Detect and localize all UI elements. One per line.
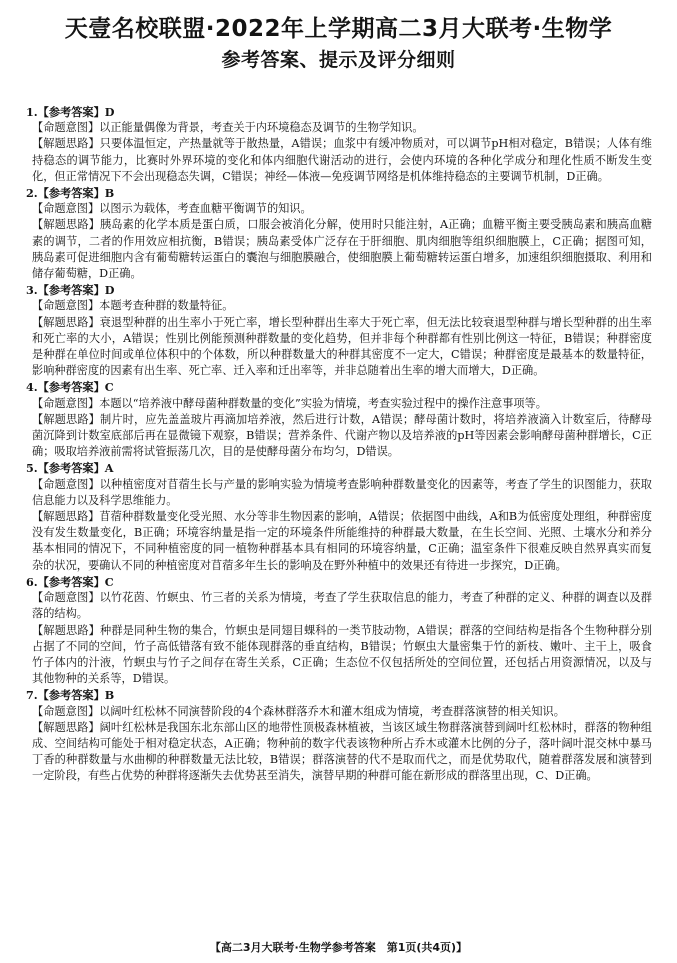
analysis-text: 【解题思路】种群是同种生物的集合，竹螟虫是同翅目蜾科的一类节肢动物，A错误；群落的空间结构是指各个生物种群分别占据了不同的空间，竹子高低错落有致不能体现群落的垂直结构，B错误；竹螟虫大量密集于竹的新枝、嫩叶、主干上，吸食竹子体内的汁液，竹螟虫与竹子之间存在寄生关系，C正确；生态位不仅包括所处的空间位置，还包括占用资源情况，以及与其他物种的关系等，D错误。 [32, 623, 652, 686]
intent-text: 【命题意图】以竹花茵、竹螟虫、竹三者的关系为情境，考查了学生获取信息的能力，考查了种群的定义、种群的调查以及群落的结构。 [32, 591, 652, 621]
page-footer: 【高二3月大联考·生物学参考答案 第1页(共4页)】 [209, 941, 468, 954]
page-subtitle: 参考答案、提示及评分细则 [221, 49, 456, 71]
answer-item-1 [26, 104, 652, 185]
analysis-text: 【解题思路】苜蓿种群数量变化受光照、水分等非生物因素的影响，A错误；依据图中曲线，A和B为低密度处理组，种群密度没有发生数量变化，B正确；环境容纳量是指一定的环境条件所能维持的种群最大数量，在生长空间、光照、土壤水分和养分基本相同的情况下，不同种植密度的同一植物种群基本具有相同的环境容纳量，C正确；温室条件下很难反映自然界真实而复杂的状况，要确认不同的种植密度对苜蓿多年生长的影响及在野外种植中的效果还有待进一步探究，D正确。 [32, 510, 652, 572]
intent-text: 【命题意图】以种植密度对苜蓿生长与产量的影响实验为情境考查影响种群数量变化的因素等，考查了学生的识图能力，获取信息能力以及科学思维能力。 [32, 477, 652, 507]
intent-text: 【命题意图】以图示为载体，考查血糖平衡调节的知识。 [32, 202, 312, 216]
answer-item-2 [26, 185, 652, 282]
answer-key: 3.【参考答案】D [26, 283, 115, 298]
answer-key: 5.【参考答案】A [26, 461, 114, 476]
answer-item-4 [26, 379, 652, 460]
answer-key: 2.【参考答案】B [26, 186, 115, 201]
answer-item-3 [26, 282, 652, 379]
answer-key: 4.【参考答案】C [26, 380, 114, 395]
analysis-text: 【解题思路】阔叶红松林是我国东北东部山区的地带性顶极森林植被，当该区域生物群落演替到阔叶红松林时，群落的物种组成、空间结构可能处于相对稳定状态，A正确；物种前的数字代表该物种所占乔木或灌木比例的分子，落叶阔叶混交林中暴马丁香的种群数量与水曲柳的种群数量无法比较，B错误；群落演替的代不是取而代之，而是优势取代，随着群落发展和演替到一定阶段，有些占优势的种群将逐渐失去优势甚至消失，演替早期的种群可能在新形成的群落里出现，C、D正确。 [32, 720, 652, 783]
intent-text: 【命题意图】本题考查种群的数量特征。 [32, 299, 234, 313]
answer-item-7 [26, 687, 652, 784]
answer-key: 7.【参考答案】B [26, 688, 115, 703]
answer-list [26, 104, 652, 785]
intent-text: 【命题意图】以正能量偶像为背景，考查关于内环境稳态及调节的生物学知识。 [32, 121, 424, 135]
answer-key: 6.【参考答案】C [26, 574, 114, 589]
intent-text: 【命题意图】以阔叶红松林不同演替阶段的4个森林群落乔木和灌木组成为情境，考查群落演替的相关知识。 [32, 704, 565, 718]
analysis-text: 【解题思路】胰岛素的化学本质是蛋白质，口服会被消化分解，使用时只能注射，A正确；血糖平衡主要受胰岛素和胰高血糖素的调节，二者的作用效应相抗衡，B错误；胰岛素受体广泛存在于肝细胞、肌肉细胞等组织细胞膜上，C正确；据图可知，胰岛素可促进细胞内含有葡萄糖转运蛋白的囊泡与细胞膜融合，使细胞膜上葡萄糖转运蛋白增多，加速组织细胞摄取、利用和储存葡萄糖，D正确。 [32, 218, 652, 281]
answer-item-6 [26, 574, 652, 687]
answer-key: 1.【参考答案】D [26, 105, 115, 119]
analysis-text: 【解题思路】制片时，应先盖盖玻片再滴加培养液，然后进行计数，A错误；酵母菌计数时，将培养液滴入计数室后，待酵母菌沉降到计数室底部后再在显微镜下观察，B错误；营养条件、代谢产物以及培养液的pH等因素会影响酵母菌种群增长，C正确；吸取培养液前需将试管振荡几次，目的是使酵母菌分布均匀，D错误。 [32, 412, 652, 459]
page-title: 天壹名校联盟·2022年上学期高二3月大联考·生物学 [64, 16, 613, 42]
intent-text: 【命题意图】本题以“培养液中酵母菌种群数量的变化”实验为情境，考查实验过程中的操作注意事项等。 [32, 396, 547, 410]
answer-item-5 [26, 460, 652, 573]
analysis-text: 【解题思路】衰退型种群的出生率小于死亡率，增长型种群出生率大于死亡率，但无法比较衰退型种群与增长型种群的出生率和死亡率的大小，A错误；性别比例能预测种群数量的变化趋势，但并非每个种群都有性别比例这一特征，B错误；种群密度是种群在单位时间或单位体积中的个体数，所以种群数量大的种群其密度不一定大，C错误；种群密度是最基本的数量特征，影响种群密度的因素有出生率、死亡率、迁入率和迁出率等，并非总随着出生率的增大而增大，D正确。 [32, 315, 652, 378]
analysis-text: 【解题思路】只要体温恒定，产热量就等于散热量，A错误；血浆中有缓冲物质对，可以调节pH相对稳定，B错误；人体有维持稳态的调节能力，比赛时外界环境的变化和体内细胞代谢活动的进行，会使内环境的各种化学成分和理化性质不断发生变化，但正常情况下不会出现稳态失调，C错误；神经—体液—免疫调节网络是机体维持稳态的主要调节机制，D正确。 [32, 137, 652, 183]
